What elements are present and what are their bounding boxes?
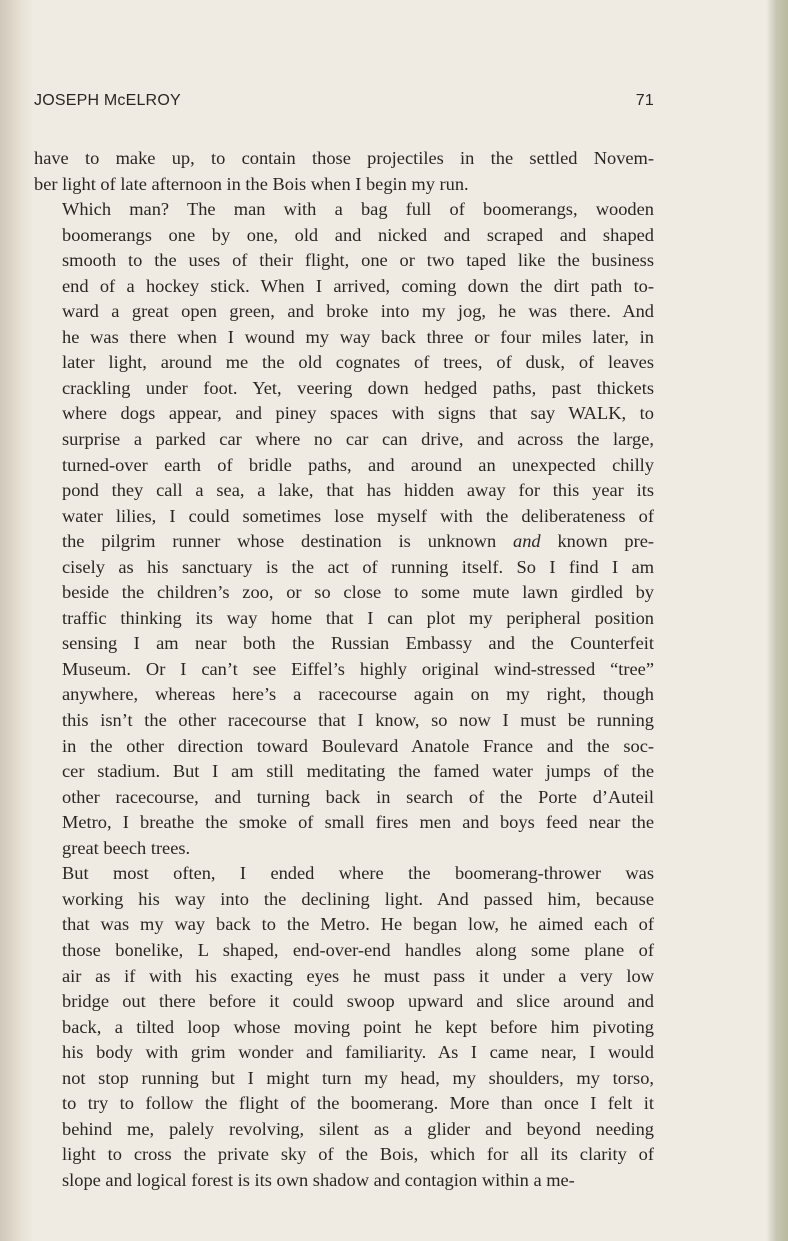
text-line: smooth to the uses of their flight, one or two taped like the business	[62, 250, 654, 271]
text-line: beside the children’s zoo, or so close to some mute lawn girdled by	[62, 582, 654, 603]
text-fragment: known pre-	[540, 531, 654, 552]
paragraph	[34, 861, 654, 1193]
text-line: later light, around me the old cognates of trees, of dusk, of leaves	[62, 352, 654, 373]
body-text	[34, 146, 654, 1193]
page-gutter-shadow	[0, 0, 34, 1241]
text-line: anywhere, whereas here’s a racecourse again on my right, though	[62, 684, 654, 705]
text-line: back, a tilted loop whose moving point he kept before him pivoting	[62, 1016, 654, 1037]
text-line: other racecourse, and turning back in search of the Porte d’Auteil	[62, 786, 654, 807]
text-line: crackling under foot. Yet, veering down hedged paths, past thickets	[62, 377, 654, 398]
text-line: ward a great open green, and broke into my jog, he was there. And	[62, 301, 654, 322]
text-line: Which man? The man with a bag full of boomerangs, wooden	[62, 199, 654, 220]
text-line: in the other direction toward Boulevard Anatole France and the soc-	[62, 735, 654, 756]
text-line: that was my way back to the Metro. He began low, he aimed each of	[62, 914, 654, 935]
text-line: cisely as his sanctuary is the act of running itself. So I find I am	[62, 556, 654, 577]
text-line: the pilgrim runner whose destination is unknown and known pre-	[62, 531, 654, 552]
text-line: cer stadium. But I am still meditating the famed water jumps of the	[62, 761, 654, 782]
text-line: bridge out there before it could swoop upward and slice around and	[62, 991, 654, 1012]
text-line: slope and logical forest is its own shadow and contagion within a me-	[62, 1169, 575, 1190]
text-line: those bonelike, L shaped, end-over-end handles along some plane of	[62, 939, 654, 960]
running-head	[34, 92, 654, 112]
italic-word: and	[513, 531, 541, 552]
text-line: have to make up, to contain those projectiles in the settled Novem-	[34, 148, 654, 168]
text-line: he was there when I wound my way back three or four miles later, in	[62, 326, 654, 347]
text-line: sensing I am near both the Russian Embassy and the Counterfeit	[62, 633, 654, 654]
running-head-author: JOSEPH McELROY	[34, 92, 181, 109]
text-line: to try to follow the flight of the boomerang. More than once I felt it	[62, 1093, 654, 1114]
text-line: But most often, I ended where the boomerang-thrower was	[62, 863, 654, 884]
text-line: surprise a parked car where no car can drive, and across the large,	[62, 429, 654, 450]
paragraph	[34, 197, 654, 861]
paragraph	[34, 146, 654, 197]
text-line: end of a hockey stick. When I arrived, coming down the dirt path to-	[62, 275, 654, 296]
text-line: not stop running but I might turn my head, my shoulders, my torso,	[62, 1067, 654, 1088]
page-edge	[766, 0, 788, 1241]
text-line: Museum. Or I can’t see Eiffel’s highly original wind-stressed “tree”	[62, 658, 654, 679]
text-line: water lilies, I could sometimes lose myself with the deliberateness of	[62, 505, 654, 526]
text-line: his body with grim wonder and familiarity. As I came near, I would	[62, 1042, 654, 1063]
text-line: traffic thinking its way home that I can plot my peripheral position	[62, 607, 654, 628]
text-line: this isn’t the other racecourse that I know, so now I must be running	[62, 710, 654, 731]
text-line: great beech trees.	[62, 837, 191, 858]
book-page	[34, 0, 654, 1241]
text-line: behind me, palely revolving, silent as a glider and beyond needing	[62, 1118, 654, 1139]
text-line: pond they call a sea, a lake, that has hidden away for this year its	[62, 480, 654, 501]
text-line: turned-over earth of bridle paths, and around an unexpected chilly	[62, 454, 654, 475]
text-line: air as if with his exacting eyes he must pass it under a very low	[62, 965, 654, 986]
text-line: light to cross the private sky of the Bois, which for all its clarity of	[62, 1144, 654, 1165]
text-line: where dogs appear, and piney spaces with signs that say WALK, to	[62, 403, 654, 424]
text-line: ber light of late afternoon in the Bois when I begin my run.	[34, 173, 469, 194]
text-line: boomerangs one by one, old and nicked and scraped and shaped	[62, 224, 654, 245]
page-number: 71	[635, 92, 654, 109]
text-line: Metro, I breathe the smoke of small fires men and boys feed near the	[62, 812, 654, 833]
text-line: working his way into the declining light. And passed him, because	[62, 888, 654, 909]
